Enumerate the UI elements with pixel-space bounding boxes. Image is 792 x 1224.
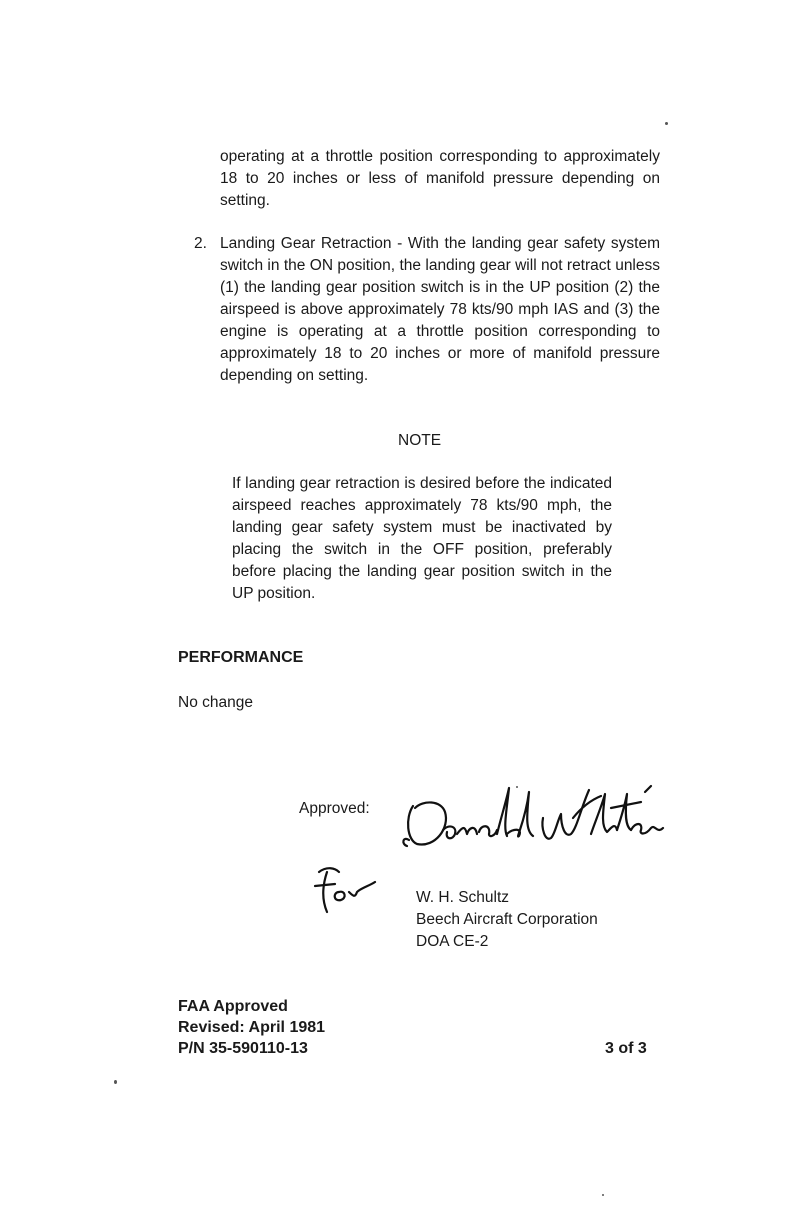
- footer-part-number: P/N 35-590110-13: [178, 1040, 308, 1057]
- signer-block: [416, 887, 598, 953]
- performance-heading: PERFORMANCE: [178, 649, 304, 666]
- signer-doa: DOA CE-2: [416, 933, 489, 950]
- footer-page-number: 3 of 3: [605, 1040, 647, 1057]
- signature-image: [395, 778, 670, 858]
- footer-revised: Revised: April 1981: [178, 1019, 326, 1036]
- scan-speck: [602, 1194, 604, 1196]
- scan-speck: [665, 122, 668, 125]
- signer-company: Beech Aircraft Corporation: [416, 911, 598, 928]
- note-text: If landing gear retraction is desired before the indicated airspeed reaches approximately 78 kts/90 mph, the landing gear safety system must be inactivated by placing the switch in the OFF position, preferably before placing the landing gear position switch in the UP position.: [232, 475, 612, 602]
- footer-left: [178, 996, 325, 1059]
- item-text: Landing Gear Retraction - With the landing gear safety system switch in the ON position, the landing gear will not retract unless (1) the landing gear position switch is in the UP position (2) the airspeed is above approximately 78 kts/90 mph IAS and (3) the engine is operating at a throttle position corresponding to approximately 18 to 20 inches or more of manifold pressure depending on setting.: [220, 235, 660, 384]
- item-number: 2.: [194, 235, 207, 252]
- performance-text: No change: [178, 694, 253, 711]
- scan-speck: [114, 1080, 117, 1084]
- approved-label: Approved:: [299, 800, 370, 817]
- footer-faa: FAA Approved: [178, 998, 288, 1015]
- signer-name: W. H. Schultz: [416, 889, 510, 906]
- scan-speck: [516, 786, 518, 788]
- intro-paragraph: operating at a throttle position corresponding to approximately 18 to 20 inches or less of manifold pressure depending on setting.: [220, 148, 660, 209]
- for-mark-image: [305, 862, 385, 922]
- note-heading: NOTE: [398, 432, 442, 449]
